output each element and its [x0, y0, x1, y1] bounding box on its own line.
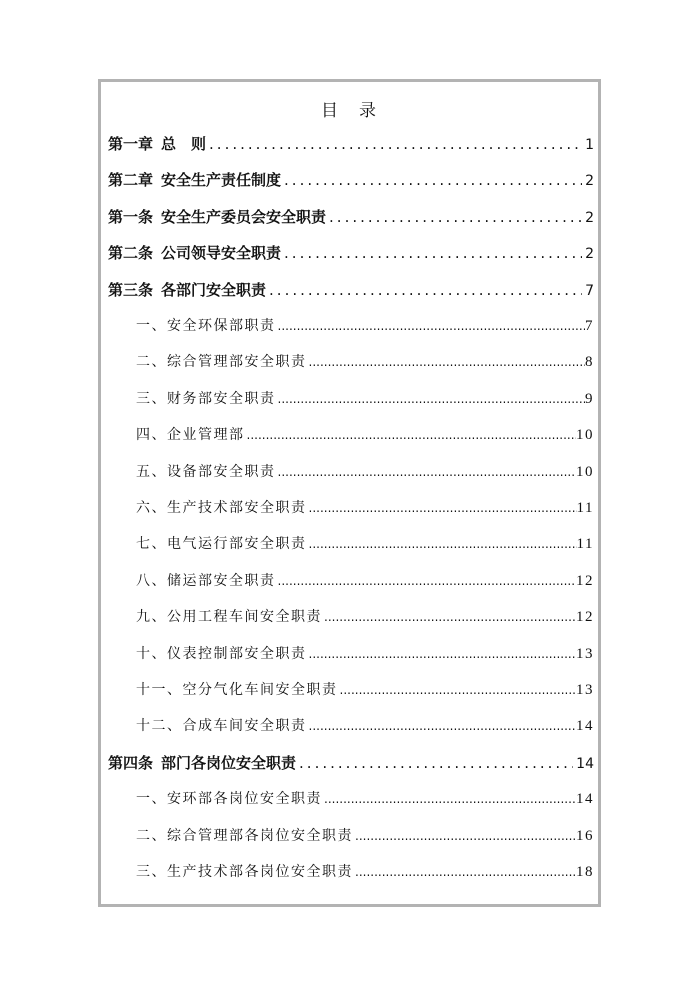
toc-entry-number: 二、: [136, 827, 167, 844]
toc-entry-text: 合成车间安全职责: [182, 718, 307, 735]
toc-entry-section[interactable]: [136, 533, 594, 555]
toc-entry-label: [136, 861, 353, 881]
toc-entry-number: 十、: [136, 645, 167, 662]
toc-dot-leader: [284, 171, 582, 189]
toc-page-number: 16: [576, 827, 594, 844]
toc-dot-leader: [247, 428, 577, 442]
toc-entry-section[interactable]: [136, 315, 594, 337]
toc-entry-number: 二、: [136, 354, 167, 371]
toc-page-number: 2: [585, 246, 594, 263]
toc-entry-section[interactable]: [136, 825, 594, 847]
toc-entry-text: 综合管理部安全职责: [167, 354, 307, 371]
toc-entry-section[interactable]: [136, 643, 594, 665]
toc-entry-text: 综合管理部各岗位安全职责: [167, 827, 353, 844]
toc-entry-label: [136, 715, 307, 735]
toc-entry-text: 储运部安全职责: [167, 572, 276, 589]
toc-entry-label: [136, 606, 322, 626]
toc-entry-section[interactable]: [136, 570, 594, 592]
toc-dot-leader: [309, 501, 577, 515]
toc-dot-leader: [209, 135, 582, 153]
toc-entry-label: [136, 424, 245, 444]
toc-entry-chapter[interactable]: [108, 752, 594, 774]
toc-entry-label: [136, 461, 276, 481]
toc-dot-leader: [340, 683, 577, 697]
toc-dot-leader: [309, 355, 586, 369]
toc-dot-leader: [309, 719, 577, 733]
toc-entry-text: 部门各岗位安全职责: [161, 753, 297, 772]
toc-entry-number: 第一章: [108, 135, 154, 153]
toc-page-number: 8: [585, 354, 594, 371]
toc-entry-number: 五、: [136, 463, 167, 480]
toc-page-number: 12: [576, 609, 594, 626]
toc-dot-leader: [278, 465, 577, 479]
toc-page-number: 7: [585, 282, 594, 299]
toc-entry-section[interactable]: [136, 424, 594, 446]
toc-entry-number: 一、: [136, 318, 167, 334]
toc-entry-section[interactable]: [136, 606, 594, 628]
toc-entry-text: 财务部安全职责: [167, 390, 276, 407]
toc-page-number: 14: [576, 791, 594, 808]
toc-entry-section[interactable]: [136, 388, 594, 410]
toc-dot-leader: [299, 754, 573, 772]
toc-entry-section[interactable]: [136, 351, 594, 373]
toc-dot-leader: [329, 208, 582, 226]
toc-entry-label: [136, 679, 338, 699]
toc-entry-label: [136, 351, 307, 371]
toc-page-number: 10: [576, 427, 594, 444]
toc-dot-leader: [278, 392, 586, 406]
toc-entry-label: [136, 497, 307, 517]
toc-dot-leader: [284, 244, 582, 262]
toc-page-number: 18: [576, 864, 594, 880]
toc-entry-number: 九、: [136, 609, 167, 626]
toc-frame: [98, 79, 601, 907]
toc-dot-leader: [355, 865, 576, 879]
toc-entry-label: [136, 570, 276, 590]
toc-page-number: 14: [576, 718, 594, 735]
toc-entry-text: 生产技术部各岗位安全职责: [167, 864, 353, 880]
toc-entry-text: 企业管理部: [167, 427, 245, 444]
toc-dot-leader: [269, 281, 582, 299]
toc-entry-label: [108, 206, 326, 227]
toc-dot-leader: [278, 319, 586, 333]
toc-page-number: 11: [576, 500, 594, 516]
toc-entry-label: [136, 533, 307, 553]
toc-entry-text: 安全生产责任制度: [161, 171, 282, 190]
toc-dot-leader: [309, 647, 577, 661]
toc-entry-number: 十二、: [136, 718, 183, 735]
toc-entry-number: 第二章: [108, 171, 154, 190]
toc-dot-leader: [309, 537, 577, 551]
toc-entry-text: 公用工程车间安全职责: [167, 609, 322, 626]
toc-entry-text: 各部门安全职责: [161, 280, 267, 299]
toc-entry-section[interactable]: [136, 461, 594, 483]
toc-entry-text: 安环部各岗位安全职责: [167, 791, 322, 808]
toc-entry-label: [136, 788, 322, 808]
toc-entry-number: 十一、: [136, 682, 183, 698]
toc-entry-label: [108, 752, 296, 773]
toc-dot-leader: [324, 610, 576, 624]
toc-entry-number: 第二条: [108, 244, 154, 263]
toc-entry-text: 仪表控制部安全职责: [167, 645, 307, 662]
toc-entry-number: 第四条: [108, 753, 154, 772]
toc-dot-leader: [278, 574, 577, 588]
toc-entry-label: [136, 315, 276, 335]
toc-entry-section[interactable]: [136, 861, 594, 883]
toc-entry-section[interactable]: [136, 715, 594, 737]
toc-entry-text: 生产技术部安全职责: [167, 500, 307, 516]
toc-entry-label: [136, 825, 353, 845]
toc-entry-number: 第三条: [108, 280, 154, 299]
toc-entry-label: [108, 279, 266, 300]
toc-entry-label: [136, 643, 307, 663]
toc-entry-chapter[interactable]: [108, 133, 594, 155]
toc-entry-label: [108, 133, 206, 154]
toc-entry-number: 八、: [136, 572, 167, 589]
toc-entry-section[interactable]: [136, 679, 594, 701]
toc-entry-number: 一、: [136, 791, 167, 808]
toc-dot-leader: [355, 829, 576, 843]
toc-entry-text: 设备部安全职责: [167, 463, 276, 480]
toc-page-number: 9: [585, 390, 594, 407]
toc-entry-text: 总 则: [161, 135, 207, 153]
toc-entry-label: [108, 169, 281, 190]
toc-page-number: 2: [585, 173, 594, 190]
toc-entry-number: 三、: [136, 390, 167, 407]
toc-page-number: 1: [585, 137, 594, 153]
toc-entry-number: 三、: [136, 864, 167, 880]
toc-page-number: 12: [576, 572, 594, 589]
toc-entry-chapter[interactable]: [108, 206, 594, 228]
toc-title: 目 录: [321, 101, 378, 121]
toc-page-number: 11: [576, 536, 594, 553]
toc-dot-leader: [324, 792, 576, 806]
toc-entry-chapter[interactable]: [108, 169, 594, 191]
toc-page-number: 13: [576, 682, 594, 698]
toc-entry-chapter[interactable]: [108, 242, 594, 264]
toc-page-number: 2: [585, 209, 594, 226]
toc-entry-text: 安全环保部职责: [167, 318, 276, 334]
toc-entry-number: 四、: [136, 427, 167, 444]
toc-entry-section[interactable]: [136, 497, 594, 519]
toc-page-number: 14: [576, 755, 594, 772]
toc-entry-text: 空分气化车间安全职责: [182, 682, 338, 698]
toc-entry-number: 第一条: [108, 207, 154, 226]
toc-entry-chapter[interactable]: [108, 279, 594, 301]
toc-entry-section[interactable]: [136, 788, 594, 810]
toc-entry-label: [136, 388, 276, 408]
toc-page-number: 13: [576, 645, 594, 662]
toc-entry-text: 公司领导安全职责: [161, 244, 282, 263]
toc-entry-text: 电气运行部安全职责: [167, 536, 307, 553]
toc-entry-text: 安全生产委员会安全职责: [161, 207, 327, 226]
toc-page-number: 10: [576, 463, 594, 480]
toc-page-number: 7: [585, 318, 594, 334]
toc-entry-number: 六、: [136, 500, 167, 516]
toc-entry-number: 七、: [136, 536, 167, 553]
toc-entry-label: [108, 242, 281, 263]
